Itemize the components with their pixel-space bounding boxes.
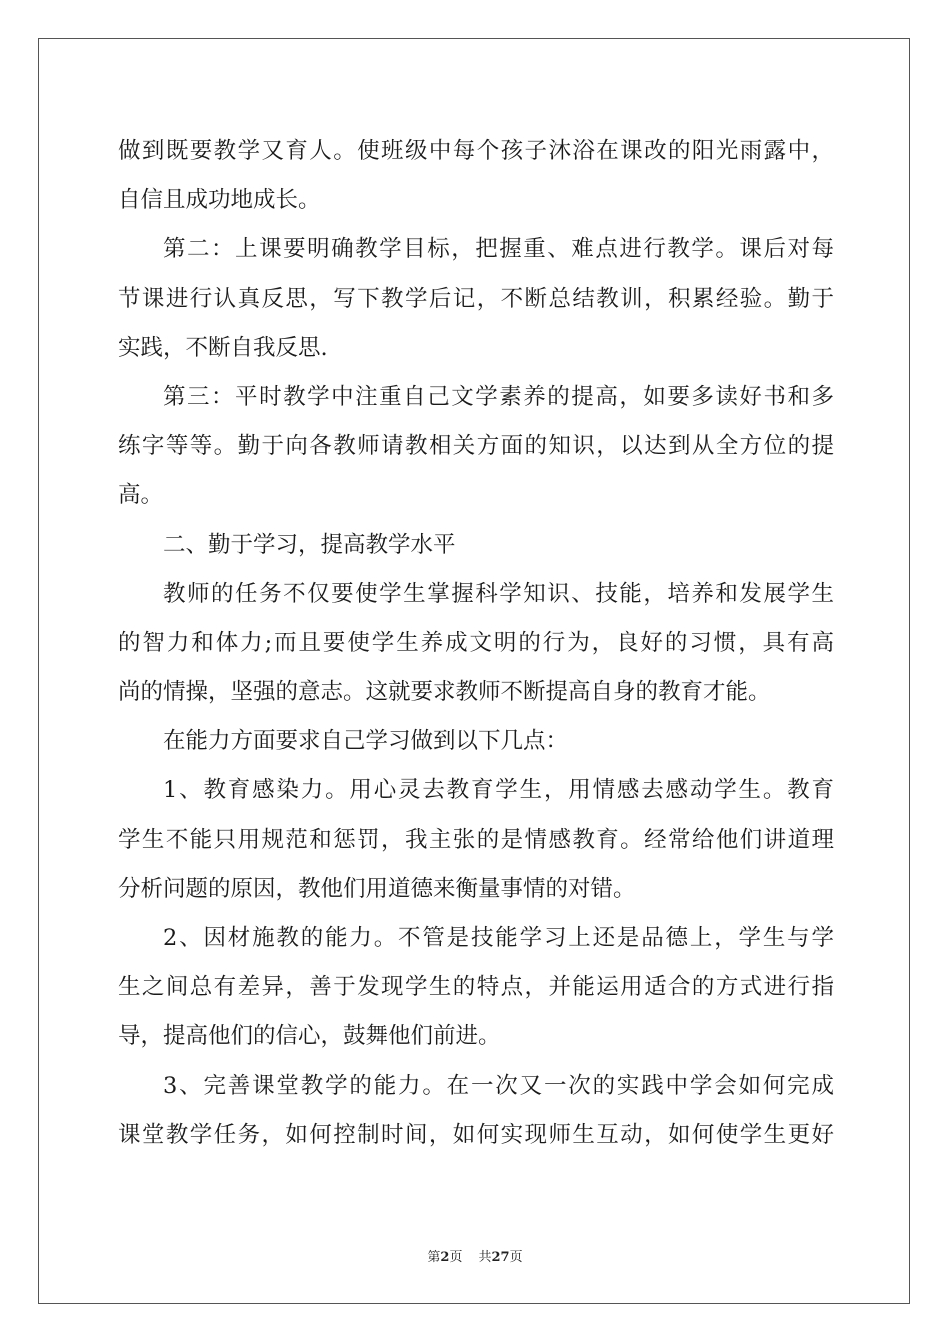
page-number: 2 [440, 1250, 450, 1265]
total-suffix: 页 [509, 1250, 523, 1265]
total-pages: 27 [491, 1250, 510, 1265]
text-line: 第三：平时教学中注重自己文学素养的提高，如要多读好书和多 [163, 383, 834, 410]
text-line: 教师的任务不仅要使学生掌握科学知识、技能，培养和发展学生 [163, 580, 834, 607]
text-line: 1、教育感染力。用心灵去教育学生，用情感去感动学生。教育 [163, 777, 834, 804]
text-line: 练字等等。勤于向各教师请教相关方面的知识，以达到从全方位的提 [118, 433, 834, 460]
text-line: 2、因材施教的能力。不管是技能学习上还是品德上，学生与学 [163, 925, 834, 951]
text-line: 做到既要教学又育人。使班级中每个孩子沐浴在课改的阳光雨露中， [118, 138, 834, 164]
text-line: 节课进行认真反思，写下教学后记，不断总结教训，积累经验。勤于 [118, 285, 834, 312]
text-line: 学生不能只用规范和惩罚，我主张的是情感教育。经常给他们讲道理 [118, 826, 834, 853]
page-footer [0, 1246, 950, 1265]
text-line: 自信且成功地成长。 [118, 187, 321, 214]
text-line: 尚的情操，坚强的意志。这就要求教师不断提高自身的教育才能。 [118, 679, 771, 706]
text-line: 课堂教学任务，如何控制时间，如何实现师生互动，如何使学生更好 [118, 1121, 834, 1148]
text-line: 第二：上课要明确教学目标，把握重、难点进行教学。课后对每 [163, 236, 834, 263]
text-line: 高。 [118, 482, 164, 509]
page-prefix: 第 [427, 1250, 441, 1265]
text-line: 分析问题的原因，教他们用道德来衡量事情的对错。 [118, 875, 636, 902]
text-line: 3、完善课堂教学的能力。在一次又一次的实践中学会如何完成 [163, 1072, 834, 1099]
document-body [118, 127, 834, 1160]
text-line: 在能力方面要求自己学习做到以下几点： [163, 728, 569, 755]
text-line: 二、勤于学习，提高教学水平 [163, 531, 456, 558]
text-line: 导，提高他们的信心，鼓舞他们前进。 [118, 1023, 501, 1050]
page-suffix: 页 [449, 1250, 463, 1265]
text-line: 实践，不断自我反思. [118, 334, 328, 361]
text-line: 生之间总有差异，善于发现学生的特点，并能运用适合的方式进行指 [118, 974, 834, 1001]
total-prefix: 共 [478, 1250, 492, 1265]
text-line: 的智力和体力;而且要使学生养成文明的行为，良好的习惯，具有高 [118, 629, 834, 656]
